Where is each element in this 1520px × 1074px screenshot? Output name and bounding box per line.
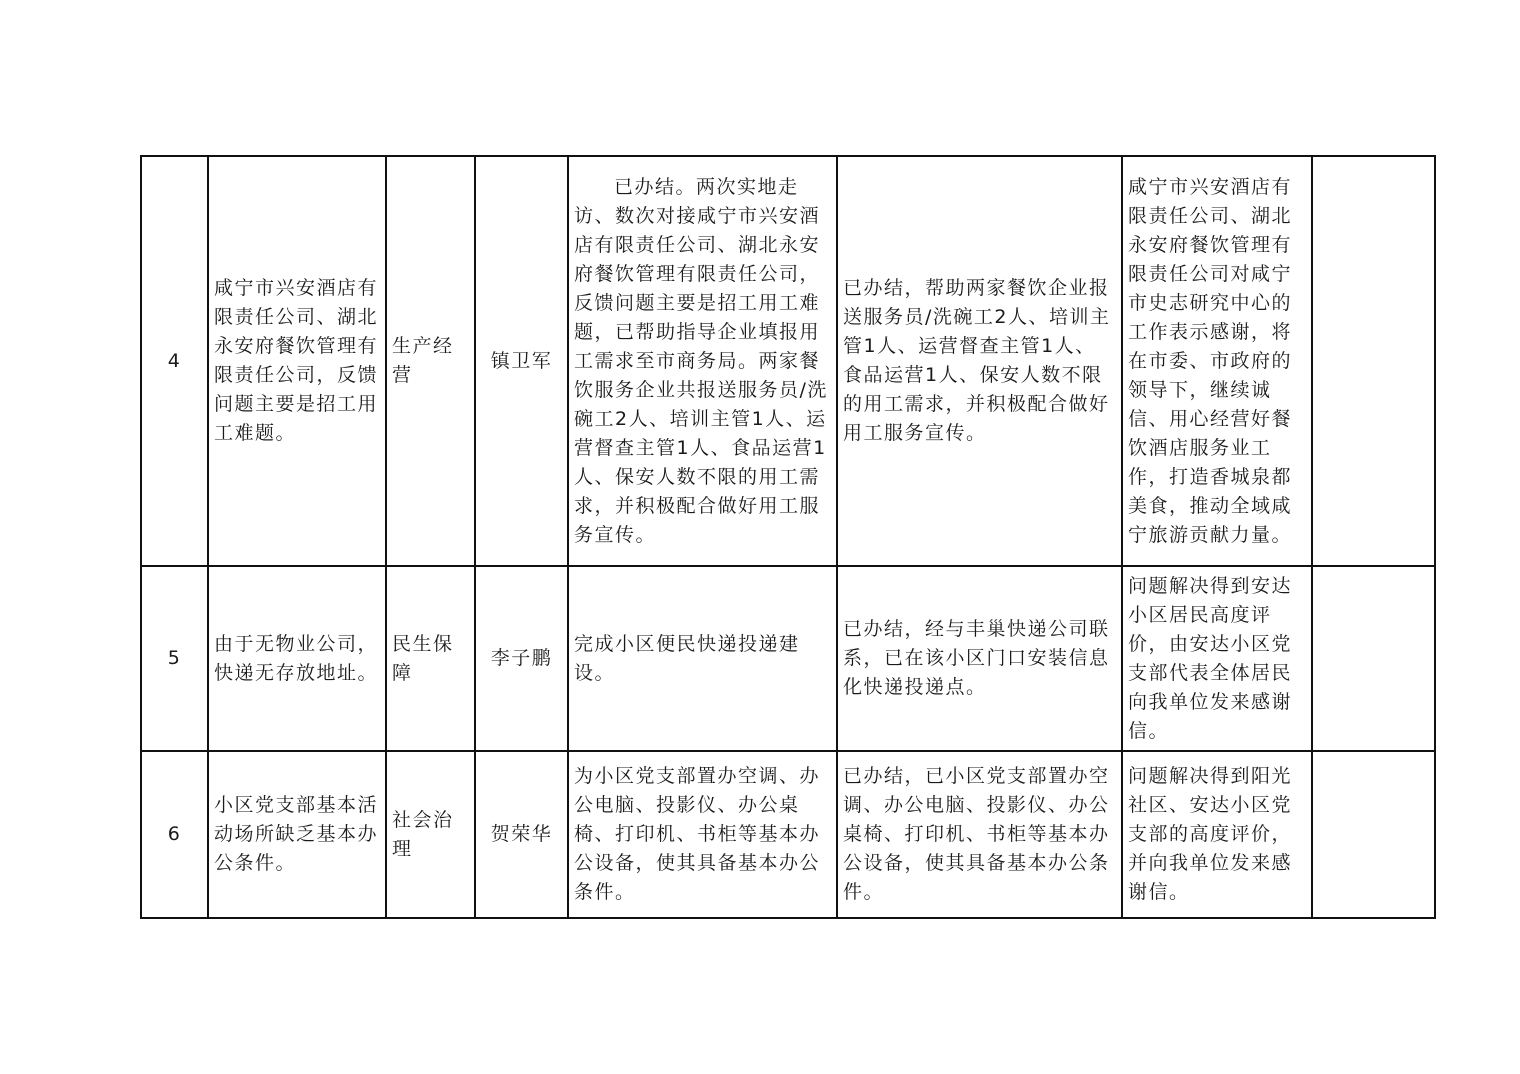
person-cell: 李子鹏 [475,566,568,751]
feedback-cell: 咸宁市兴安酒店有限责任公司、湖北永安府餐饮管理有限责任公司对咸宁市史志研究中心的工作表示感谢，将在市委、市政府的领导下，继续诚信、用心经营好餐饮酒店服务业工作，打造香城泉都美食，推动全域咸宁旅游贡献力量。 [1122,156,1312,566]
result-cell: 已办结，经与丰巢快递公司联系，已在该小区门口安装信息化快递投递点。 [837,566,1122,751]
person-cell: 贺荣华 [475,751,568,918]
feedback-cell: 问题解决得到安达小区居民高度评价，由安达小区党支部代表全体居民向我单位发来感谢信。 [1122,566,1312,751]
process-cell: 为小区党支部置办空调、办公电脑、投影仪、办公桌椅、打印机、书柜等基本办公设备，使其具备基本办公条件。 [568,751,837,918]
category-cell: 生产经营 [386,156,475,566]
note-cell [1312,156,1435,566]
process-cell: 完成小区便民快递投递建设。 [568,566,837,751]
process-cell [568,156,837,566]
row-number: 4 [141,156,208,566]
result-cell: 已办结，已小区党支部置办空调、办公电脑、投影仪、办公桌椅、打印机、书柜等基本办公设备，使其具备基本办公条件。 [837,751,1122,918]
row-number: 5 [141,566,208,751]
category-cell: 社会治理 [386,751,475,918]
result-cell: 已办结，帮助两家餐饮企业报送服务员/洗碗工2人、培训主管1人、运营督查主管1人、食品运营1人、保安人数不限的用工需求，并积极配合做好用工服务宣传。 [837,156,1122,566]
process-text: 已办结。两次实地走访、数次对接咸宁市兴安酒店有限责任公司、湖北永安府餐饮管理有限责任公司，反馈问题主要是招工用工难题，已帮助指导企业填报用工需求至市商务局。两家餐饮服务企业共报送服务员/洗碗工2人、培训主管1人、运营督查主管1人、食品运营1人、保安人数不限的用工需求，并积极配合做好用工服务宣传。 [574,175,828,546]
work-table [140,155,1436,919]
table-row [141,566,1435,751]
problem-cell: 由于无物业公司，快递无存放地址。 [208,566,386,751]
category-cell: 民生保障 [386,566,475,751]
note-cell [1312,566,1435,751]
problem-cell: 小区党支部基本活动场所缺乏基本办公条件。 [208,751,386,918]
row-number: 6 [141,751,208,918]
table-row [141,156,1435,566]
note-cell [1312,751,1435,918]
table-row [141,751,1435,918]
feedback-cell: 问题解决得到阳光社区、安达小区党支部的高度评价，并向我单位发来感谢信。 [1122,751,1312,918]
person-cell: 镇卫军 [475,156,568,566]
problem-cell: 咸宁市兴安酒店有限责任公司、湖北永安府餐饮管理有限责任公司，反馈问题主要是招工用工难题。 [208,156,386,566]
